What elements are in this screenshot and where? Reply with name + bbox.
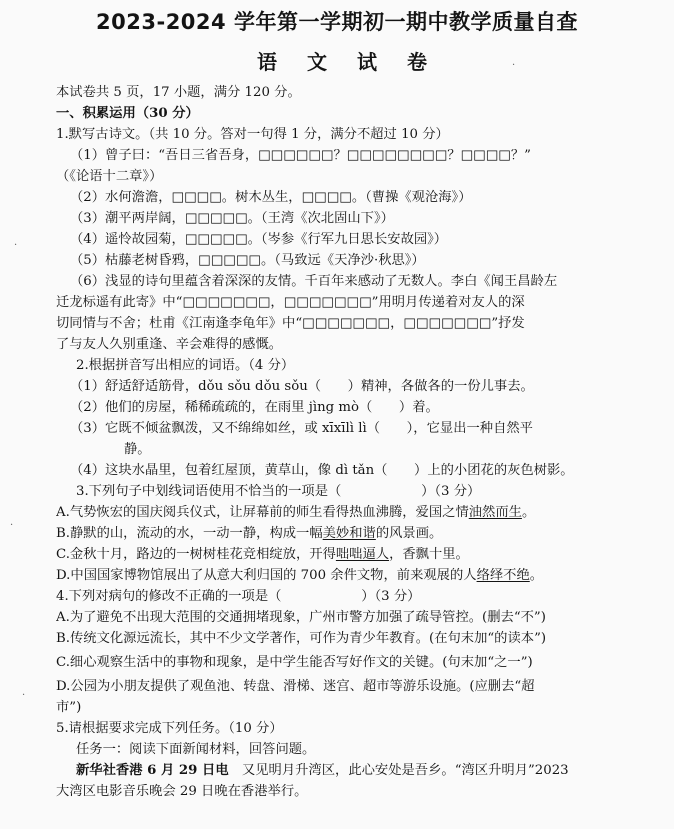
- q5-stem: 5.请根据要求完成下列任务。（10 分）: [56, 721, 283, 736]
- q3-option-c-underlined: 咄咄逼人: [335, 547, 390, 562]
- q4-option-d-line2: 市”): [56, 700, 82, 715]
- scan-speck: ·: [22, 690, 26, 701]
- q5-news-line2: 大湾区电影音乐晚会 29 日晚在香港举行。: [56, 784, 308, 799]
- q1-item-6: （6）浅显的诗句里蕴含着深深的友情。千百年来感动了无数人。李白《闻王昌龄左: [70, 274, 558, 289]
- q5-news: [76, 760, 660, 781]
- q1-item-5: （5）枯藤老树昏鸦，□□□□□。（马致远《天净沙·秋思》）: [70, 253, 425, 268]
- q4-option-c: C.细心观察生活中的事物和现象，是中学生能否写好作文的关键。(句末加“之一”): [56, 655, 533, 670]
- q3-option-d-text: D.中国国家博物馆展出了从意大利归国的 700 余件文物，前来观展的人: [56, 568, 477, 583]
- q5-news-text: 又见明月升湾区，此心安处是吾乡。“湾区升明月”2023: [228, 763, 569, 778]
- q2-item-4: （4）这块水晶里，包着红屋顶，黄草山，像 dì tǎn（ ）上的小团花的灰色树影。: [70, 463, 574, 478]
- q3-stem: 3.下列句子中划线词语使用不恰当的一项是（ ）（3 分）: [76, 484, 481, 499]
- q4-option-d: D.公园为小朋友提供了观鱼池、转盘、滑梯、迷宫、超市等游乐设施。(应删去“超: [56, 679, 535, 694]
- q2-item-1: （1）舒适舒适筋骨，dǒu sǒu dǒu sǒu（ ）精神，各做各的一份儿事去。: [70, 379, 534, 394]
- scan-speck: ·: [14, 240, 18, 251]
- q3-option-b-end: 的风景画。: [375, 526, 443, 541]
- q2-item-2: （2）他们的房屋，稀稀疏疏的，在雨里 jìng mò（ ）着。: [70, 400, 439, 415]
- q1-item-3: （3）潮平两岸阔，□□□□□。（王湾《次北固山下》）: [70, 211, 394, 226]
- scan-speck: ·: [10, 520, 14, 531]
- q3-option-c-end: ，香飘十里。: [389, 547, 469, 562]
- q3-option-c: [56, 544, 660, 565]
- exam-title: 2023-2024 学年第一学期初一期中教学质量自查: [96, 10, 578, 34]
- q4-option-a: A.为了避免不出现大范围的交通拥堵现象，广州市警方加强了疏导管控。(删去“不”): [56, 610, 546, 625]
- q1-item-1: （1）曾子曰：“吾日三省吾身，□□□□□□？□□□□□□□□？□□□□？”: [70, 148, 531, 163]
- q5-news-lead: 新华社香港 6 月 29 日电: [76, 763, 229, 778]
- q1-item-1-source: （《论语十二章》）: [56, 169, 163, 184]
- q3-option-c-text: C.金秋十月，路边的一树树桂花竞相绽放，开得: [56, 547, 336, 562]
- q5-task-1: 任务一：阅读下面新闻材料，回答问题。: [76, 742, 316, 757]
- q3-option-d: [56, 565, 660, 586]
- section-heading: 一、积累运用（30 分）: [56, 106, 199, 121]
- q3-option-d-underlined: 络绎不绝: [476, 568, 530, 583]
- q1-stem: 1.默写古诗文。（共 10 分。答对一句得 1 分，满分不超过 10 分）: [56, 127, 449, 142]
- q3-option-a: [56, 502, 660, 523]
- q3-option-b-text: B.静默的山，流动的水，一动一静，构成一幅: [56, 526, 323, 541]
- q3-option-a-underlined: 油然而生: [468, 505, 522, 520]
- exam-subtitle: 语文试卷: [257, 50, 457, 74]
- q2-item-3-line2: 静。: [124, 442, 151, 457]
- exam-intro: 本试卷共 5 页，17 小题，满分 120 分。: [56, 85, 301, 100]
- q1-item-2: （2）水何澹澹，□□□□。树木丛生，□□□□。（曹操《观沧海》）: [70, 190, 472, 205]
- q3-option-a-end: 。: [521, 505, 536, 520]
- q4-stem: 4.下列对病句的修改不正确的一项是（ ）（3 分）: [56, 589, 421, 604]
- q2-item-3: （3）它既不倾盆飘泼，又不绵绵如丝，或 xīxīlì lì（ ），它显出一种自然平: [70, 421, 533, 436]
- q1-item-4: （4）遥怜故园菊，□□□□□。（岑参《行军九日思长安故园》）: [70, 232, 448, 247]
- q1-item-6-line3: 切同情与不舍；杜甫《江南逢李龟年》中“□□□□□□□，□□□□□□□”抒发: [56, 316, 525, 331]
- scan-speck: ·: [512, 60, 516, 71]
- q3-option-b: [56, 523, 660, 544]
- q1-item-6-line2: 迁龙标遥有此寄》中“□□□□□□□，□□□□□□□”用明月传递着对友人的深: [56, 295, 525, 310]
- q4-option-b: B.传统文化源远流长，其中不少文学著作，可作为青少年教育。(在句末加“的读本”): [56, 631, 547, 646]
- q3-option-b-underlined: 美妙和谐: [322, 526, 376, 541]
- q2-stem: 2.根据拼音写出相应的词语。（4 分）: [76, 358, 295, 373]
- q3-option-a-text: A.气势恢宏的国庆阅兵仪式，让屏幕前的师生看得热血沸腾，爱国之情: [56, 505, 469, 520]
- q1-item-6-line4: 了与友人久别重逢、辛会难得的感慨。: [56, 337, 283, 352]
- q3-option-d-end: 。: [529, 568, 544, 583]
